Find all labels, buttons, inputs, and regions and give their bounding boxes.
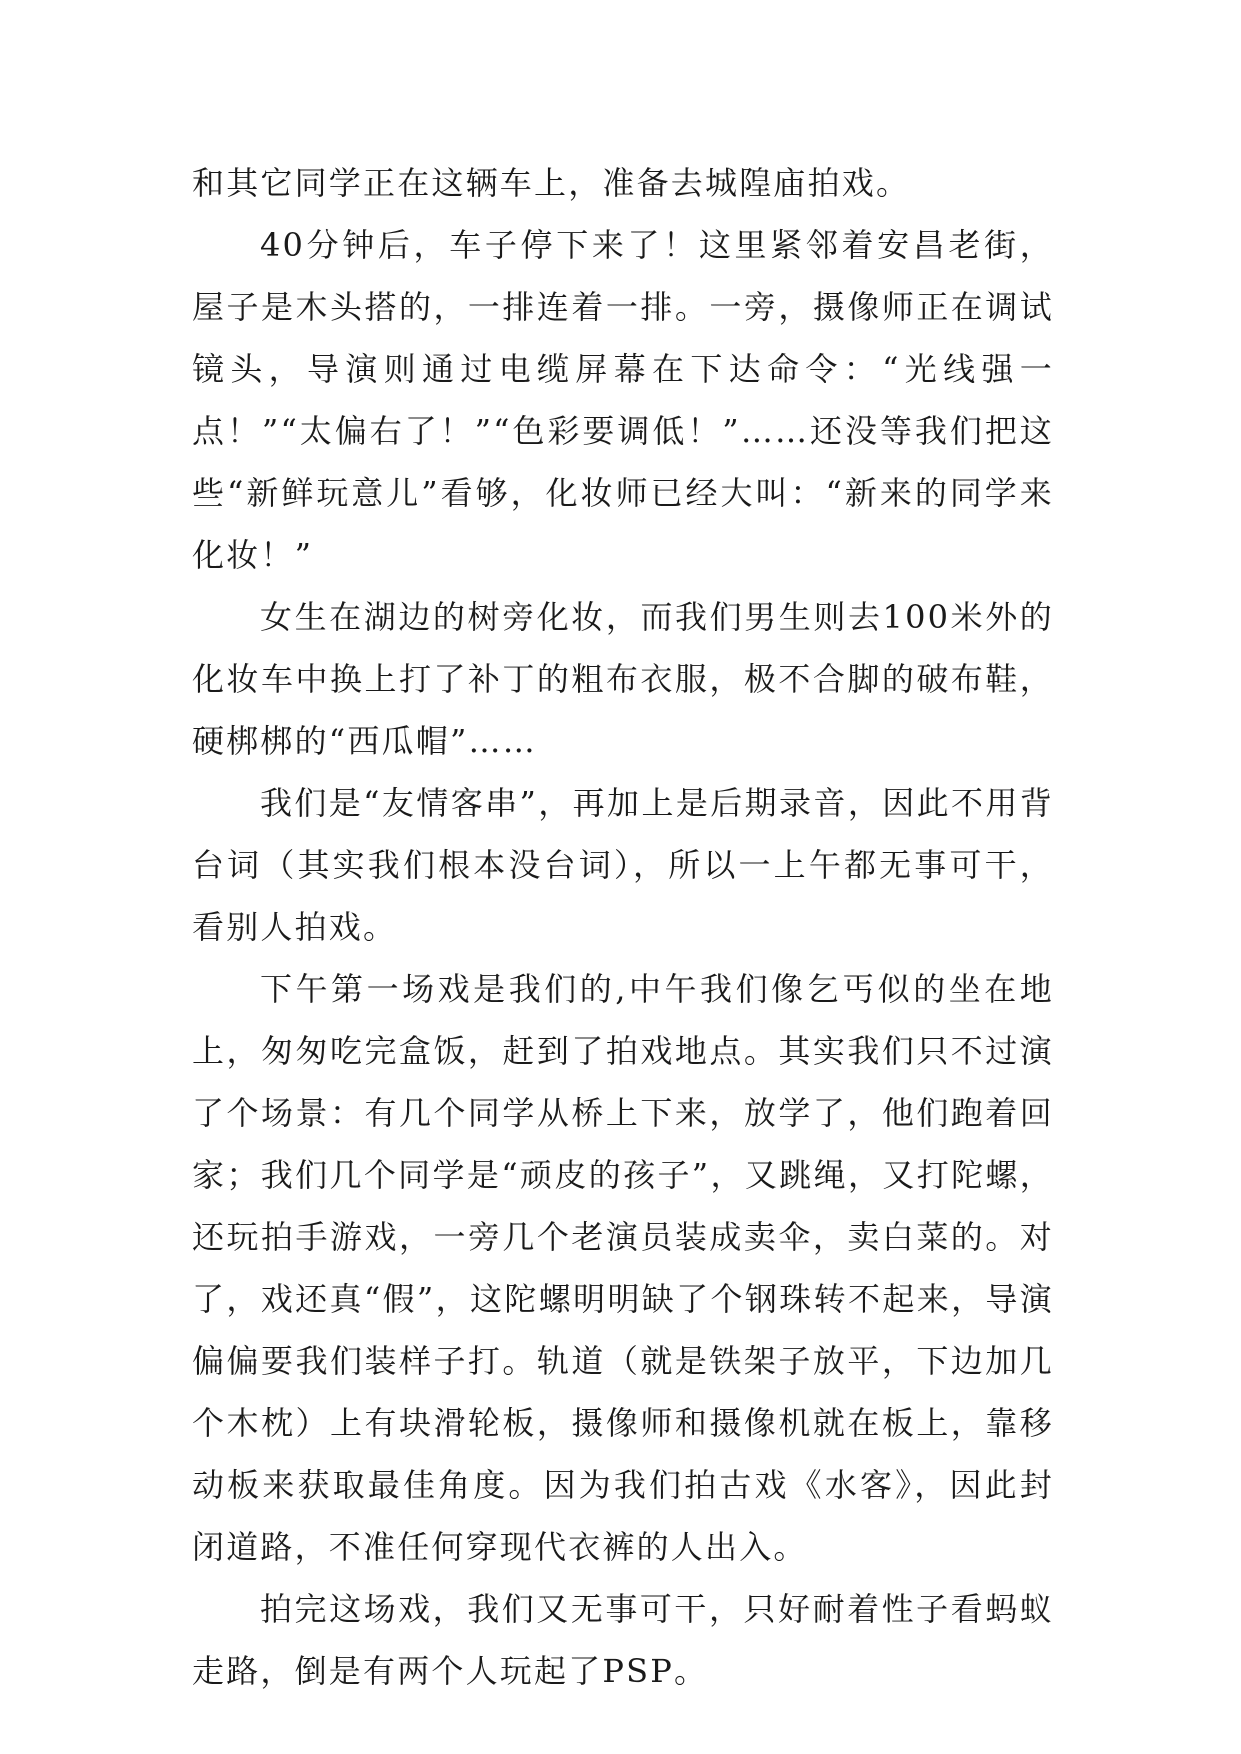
paragraph-6: 拍完这场戏，我们又无事可干，只好耐着性子看蚂蚁走路，倒是有两个人玩起了PSP。 [192,1590,1054,1690]
paragraph-5: 下午第一场戏是我们的,中午我们像乞丐似的坐在地上，匆匆吃完盒饭，赶到了拍戏地点。其实我们只不过演了个场景：有几个同学从桥上下来，放学了，他们跑着回家；我们几个同学是“顽皮的孩子”，又跳绳，又打陀螺，还玩拍手游戏，一旁几个老演员装成卖伞，卖白菜的。对了，戏还真“假”，这陀螺明明缺了个钢珠转不起来，导演偏偏要我们装样子打。轨道（就是铁架子放平，下边加几个木枕）上有块滑轮板，摄像师和摄像机就在板上，靠移动板来获取最佳角度。因为我们拍古戏《水客》，因此封闭道路，不准任何穿现代衣裤的人出入。 [192,970,1054,1566]
body-text [192,152,1054,1702]
paragraph-3: 女生在湖边的树旁化妆，而我们男生则去100米外的化妆车中换上打了补丁的粗布衣服，极不合脚的破布鞋，硬梆梆的“西瓜帽”…… [192,598,1054,760]
paragraph-2: 40分钟后，车子停下来了！这里紧邻着安昌老街，屋子是木头搭的，一排连着一排。一旁，摄像师正在调试镜头，导演则通过电缆屏幕在下达命令：“光线强一点！”“太偏右了！”“色彩要调低！”……还没等我们把这些“新鲜玩意儿”看够，化妆师已经大叫：“新来的同学来化妆！” [192,226,1054,574]
paragraph-1: 和其它同学正在这辆车上，准备去城隍庙拍戏。 [192,164,911,202]
paragraph-4: 我们是“友情客串”，再加上是后期录音，因此不用背台词（其实我们根本没台词），所以一上午都无事可干，看别人拍戏。 [192,784,1054,946]
